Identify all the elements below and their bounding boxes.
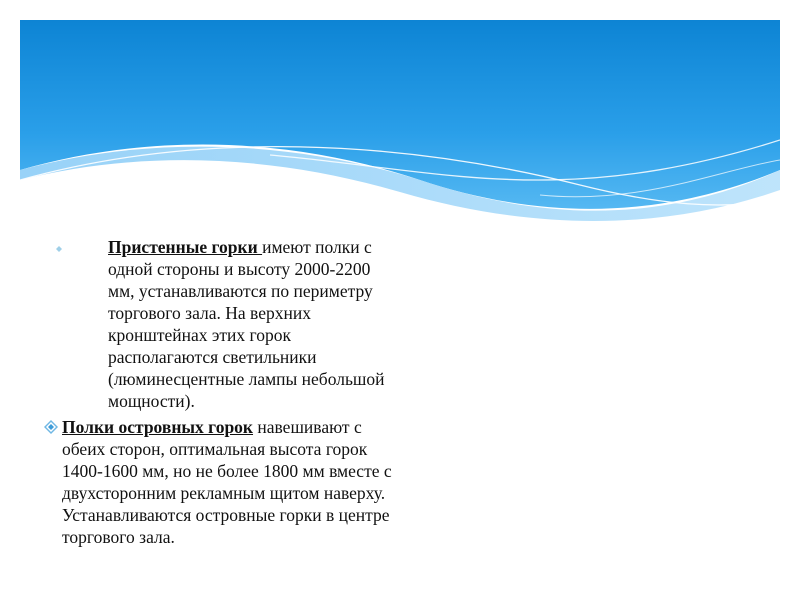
diamond-bullet-icon bbox=[44, 420, 58, 434]
paragraph-island-racks bbox=[62, 416, 392, 548]
term-wall-racks: Пристенные горки bbox=[108, 237, 263, 257]
paragraph-wall-racks-text: имеют полки с одной стороны и высоту 2000-2200 мм, устанавливаются по периметру торгового зала. На верхних кронштейнах этих горок располагаются светильники (люминесцентные лампы небольшой мощности). bbox=[108, 237, 385, 411]
header-wave-decoration bbox=[20, 20, 780, 230]
slide-body-text bbox=[62, 236, 392, 552]
paragraph-island-racks-text: навешивают с обеих сторон, оптимальная высота горок 1400-1600 мм, но не более 1800 мм вместе с двухсторонним рекламным щитом наверху. Устанавливаются островные горки в центре торгового зала. bbox=[62, 417, 392, 547]
term-island-racks: Полки островных горок bbox=[62, 417, 254, 437]
paragraph-wall-racks bbox=[62, 236, 392, 412]
small-diamond-icon bbox=[56, 246, 62, 252]
